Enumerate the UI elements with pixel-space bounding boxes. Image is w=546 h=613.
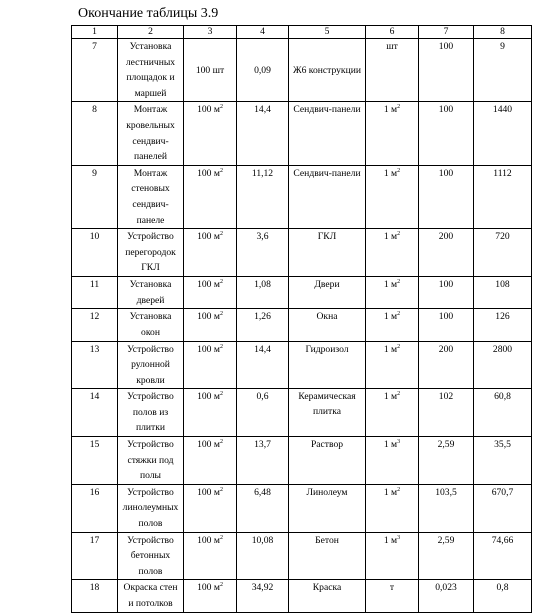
row-number-cell: 10 (72, 229, 118, 277)
volume-cell: 0,6 (237, 389, 289, 437)
work-unit-cell (184, 341, 237, 389)
work-unit-cell-exponent: 2 (219, 167, 223, 174)
header-cell: 5 (289, 26, 366, 39)
header-cell: 3 (184, 26, 237, 39)
volume-cell: 0,09 (237, 39, 289, 102)
work-name-line: полов (138, 518, 163, 530)
work-name-line: Устройство (127, 486, 174, 498)
work-unit-cell-text: 100 м (197, 311, 220, 323)
work-name-line: полов (138, 565, 163, 577)
work-name-line: линолеумных (122, 502, 179, 514)
total-cell: 9 (474, 39, 532, 102)
work-name-line: Окраска стен (123, 582, 178, 594)
header-row (72, 26, 532, 39)
material-unit-cell (366, 532, 419, 580)
material-unit-cell-exponent: 3 (397, 534, 401, 541)
material-unit-cell-exponent: 3 (397, 438, 401, 445)
work-unit-cell (184, 229, 237, 277)
material-unit-cell (366, 484, 419, 532)
work-name-line: дверей (136, 294, 165, 306)
work-name-line: Установка (129, 311, 172, 323)
material-unit-cell (366, 309, 419, 341)
work-unit-cell-exponent: 2 (219, 104, 223, 111)
material-cell: Краска (289, 580, 366, 612)
work-name-line: рулонной (131, 359, 170, 371)
material-cell: Керамическая плитка (289, 389, 366, 437)
work-name-line: стяжки под (127, 454, 174, 466)
row-number-cell: 17 (72, 532, 118, 580)
table-row (72, 39, 532, 102)
material-cell: Сендвич-панели (289, 165, 366, 228)
material-cell: Бетон (289, 532, 366, 580)
volume-cell: 10,08 (237, 532, 289, 580)
material-unit-cell-exponent: 2 (397, 278, 401, 285)
work-unit-cell-exponent: 2 (219, 230, 223, 237)
material-unit-cell-text: 1 м (383, 534, 398, 546)
work-unit-cell (184, 437, 237, 485)
work-unit-cell-exponent: 2 (219, 534, 223, 541)
header-cell: 1 (72, 26, 118, 39)
work-name-line: площадок и (126, 72, 175, 84)
table-row (72, 165, 532, 228)
table-row (72, 229, 532, 277)
material-unit-cell (366, 39, 419, 102)
total-cell: 74,66 (474, 532, 532, 580)
work-name-line: ГКЛ (141, 262, 160, 274)
work-unit-cell (184, 580, 237, 612)
work-unit-cell-text: 100 м (197, 439, 220, 451)
material-unit-cell-text: т (389, 582, 395, 594)
work-unit-cell (184, 532, 237, 580)
material-unit-cell-exponent: 2 (397, 167, 401, 174)
material-cell: ГКЛ (289, 229, 366, 277)
table-row (72, 277, 532, 309)
work-unit-cell (184, 309, 237, 341)
table-row (72, 309, 532, 341)
material-unit-cell (366, 229, 419, 277)
volume-cell: 13,7 (237, 437, 289, 485)
row-number-cell: 12 (72, 309, 118, 341)
work-unit-cell-text: 100 м (197, 343, 220, 355)
work-unit-cell-text: 100 м (197, 104, 220, 116)
material-unit-cell-exponent: 2 (397, 311, 401, 318)
total-cell: 720 (474, 229, 532, 277)
material-unit-cell-text: 1 м (383, 343, 398, 355)
material-unit-cell-exponent: 2 (397, 104, 401, 111)
work-unit-cell-text: 100 шт (195, 64, 225, 76)
norm-cell: 2,59 (419, 532, 474, 580)
material-cell: Линолеум (289, 484, 366, 532)
work-name-cell (118, 102, 184, 165)
material-unit-cell-exponent: 2 (397, 230, 401, 237)
work-unit-cell (184, 165, 237, 228)
material-unit-cell-text: 1 м (383, 391, 398, 403)
work-name-line: панелей (134, 151, 167, 163)
material-unit-cell (366, 165, 419, 228)
total-cell: 0,8 (474, 580, 532, 612)
table-row (72, 580, 532, 612)
norm-cell: 100 (419, 165, 474, 228)
table-row (72, 437, 532, 485)
header-cell: 6 (366, 26, 419, 39)
work-name-line: Монтаж (133, 104, 168, 116)
work-name-line: плитки (135, 422, 166, 434)
work-name-line: стеновых (131, 183, 170, 195)
work-unit-cell-text: 100 м (197, 534, 220, 546)
materials-table (71, 25, 532, 613)
work-name-line: сендвич- (132, 135, 169, 147)
work-unit-cell-exponent: 2 (219, 486, 223, 493)
total-cell: 1440 (474, 102, 532, 165)
norm-cell: 100 (419, 102, 474, 165)
material-unit-cell-text: 1 м (383, 486, 398, 498)
work-name-line: полов из (132, 406, 169, 418)
material-unit-cell-text: 1 м (383, 279, 398, 291)
table-row (72, 532, 532, 580)
table-caption: Окончание таблицы 3.9 (78, 6, 219, 21)
row-number-cell: 7 (72, 39, 118, 102)
material-cell: Окна (289, 309, 366, 341)
work-name-cell (118, 532, 184, 580)
work-name-line: маршей (134, 87, 167, 99)
work-unit-cell-text: 100 м (197, 279, 220, 291)
row-number-cell: 18 (72, 580, 118, 612)
row-number-cell: 11 (72, 277, 118, 309)
material-unit-cell (366, 102, 419, 165)
work-unit-cell-exponent: 2 (219, 311, 223, 318)
row-number-cell: 16 (72, 484, 118, 532)
work-name-cell (118, 277, 184, 309)
material-unit-cell-exponent: 2 (397, 343, 401, 350)
work-name-line: и потолков (128, 598, 173, 609)
material-cell: Раствор (289, 437, 366, 485)
volume-cell: 3,6 (237, 229, 289, 277)
work-unit-cell-text: 100 м (197, 231, 220, 243)
norm-cell: 200 (419, 229, 474, 277)
row-number-cell: 14 (72, 389, 118, 437)
work-name-line: полы (139, 470, 162, 482)
work-name-cell (118, 437, 184, 485)
work-unit-cell-text: 100 м (197, 582, 220, 594)
material-cell: Двери (289, 277, 366, 309)
table-row (72, 484, 532, 532)
total-cell: 60,8 (474, 389, 532, 437)
row-number-cell: 8 (72, 102, 118, 165)
volume-cell: 14,4 (237, 102, 289, 165)
total-cell: 35,5 (474, 437, 532, 485)
material-unit-cell-text: шт (386, 41, 398, 52)
work-name-line: сендвич- (132, 198, 169, 210)
header-cell: 4 (237, 26, 289, 39)
work-unit-cell (184, 484, 237, 532)
total-cell: 670,7 (474, 484, 532, 532)
volume-cell: 6,48 (237, 484, 289, 532)
volume-cell: 14,4 (237, 341, 289, 389)
norm-cell: 2,59 (419, 437, 474, 485)
work-unit-cell (184, 277, 237, 309)
material-unit-cell-exponent: 2 (397, 486, 401, 493)
table-row (72, 102, 532, 165)
norm-cell: 0,023 (419, 580, 474, 612)
work-name-line: кровельных (126, 119, 175, 131)
volume-cell: 1,26 (237, 309, 289, 341)
work-name-line: Установка (129, 41, 172, 52)
total-cell: 1112 (474, 165, 532, 228)
work-name-line: Устройство (127, 391, 174, 403)
material-unit-cell-text: 1 м (383, 167, 398, 179)
work-name-line: бетонных (130, 550, 171, 562)
header-cell: 7 (419, 26, 474, 39)
work-name-cell (118, 580, 184, 612)
work-name-cell (118, 309, 184, 341)
work-unit-cell-exponent: 2 (219, 582, 223, 589)
table-row (72, 341, 532, 389)
work-unit-cell-text: 100 м (197, 167, 220, 179)
work-name-line: Устройство (127, 534, 174, 546)
material-unit-cell (366, 341, 419, 389)
row-number-cell: 13 (72, 341, 118, 389)
material-unit-cell (366, 277, 419, 309)
work-name-cell (118, 484, 184, 532)
work-name-line: Устройство (127, 439, 174, 451)
work-name-cell (118, 389, 184, 437)
work-name-line: перегородок (125, 246, 176, 258)
header-cell: 2 (118, 26, 184, 39)
work-name-cell (118, 229, 184, 277)
work-unit-cell-exponent: 2 (219, 278, 223, 285)
work-name-line: Установка (129, 279, 172, 291)
material-unit-cell (366, 389, 419, 437)
material-unit-cell-text: 1 м (383, 231, 398, 243)
work-name-line: Устройство (127, 343, 174, 355)
table-row (72, 389, 532, 437)
work-name-line: панеле (136, 214, 165, 226)
volume-cell: 11,12 (237, 165, 289, 228)
work-name-cell (118, 39, 184, 102)
work-name-line: кровли (136, 374, 165, 386)
volume-cell: 34,92 (237, 580, 289, 612)
work-unit-cell-text: 100 м (197, 486, 220, 498)
norm-cell: 100 (419, 277, 474, 309)
material-unit-cell (366, 580, 419, 612)
volume-cell: 1,08 (237, 277, 289, 309)
material-unit-cell (366, 437, 419, 485)
norm-cell: 102 (419, 389, 474, 437)
row-number-cell: 9 (72, 165, 118, 228)
material-cell: Ж6 конструкции (289, 39, 366, 102)
material-cell: Сендвич-панели (289, 102, 366, 165)
header-cell: 8 (474, 26, 532, 39)
work-name-cell (118, 341, 184, 389)
total-cell: 108 (474, 277, 532, 309)
norm-cell: 200 (419, 341, 474, 389)
material-cell: Гидроизол (289, 341, 366, 389)
work-name-cell (118, 165, 184, 228)
material-unit-cell-exponent: 2 (397, 391, 401, 398)
norm-cell: 100 (419, 309, 474, 341)
work-unit-cell-exponent: 2 (219, 438, 223, 445)
work-unit-cell (184, 389, 237, 437)
row-number-cell: 15 (72, 437, 118, 485)
material-unit-cell-text: 1 м (383, 104, 398, 116)
norm-cell: 103,5 (419, 484, 474, 532)
work-unit-cell-text: 100 м (197, 391, 220, 403)
work-unit-cell (184, 102, 237, 165)
work-name-line: окон (141, 326, 160, 338)
material-unit-cell-text: 1 м (383, 311, 398, 323)
work-unit-cell-exponent: 2 (219, 343, 223, 350)
norm-cell: 100 (419, 39, 474, 102)
material-unit-cell-text: 1 м (383, 439, 398, 451)
total-cell: 126 (474, 309, 532, 341)
work-unit-cell (184, 39, 237, 102)
work-name-line: Монтаж (133, 167, 168, 179)
work-unit-cell-exponent: 2 (219, 391, 223, 398)
total-cell: 2800 (474, 341, 532, 389)
work-name-line: лестничных (125, 56, 176, 68)
work-name-line: Устройство (127, 231, 174, 243)
